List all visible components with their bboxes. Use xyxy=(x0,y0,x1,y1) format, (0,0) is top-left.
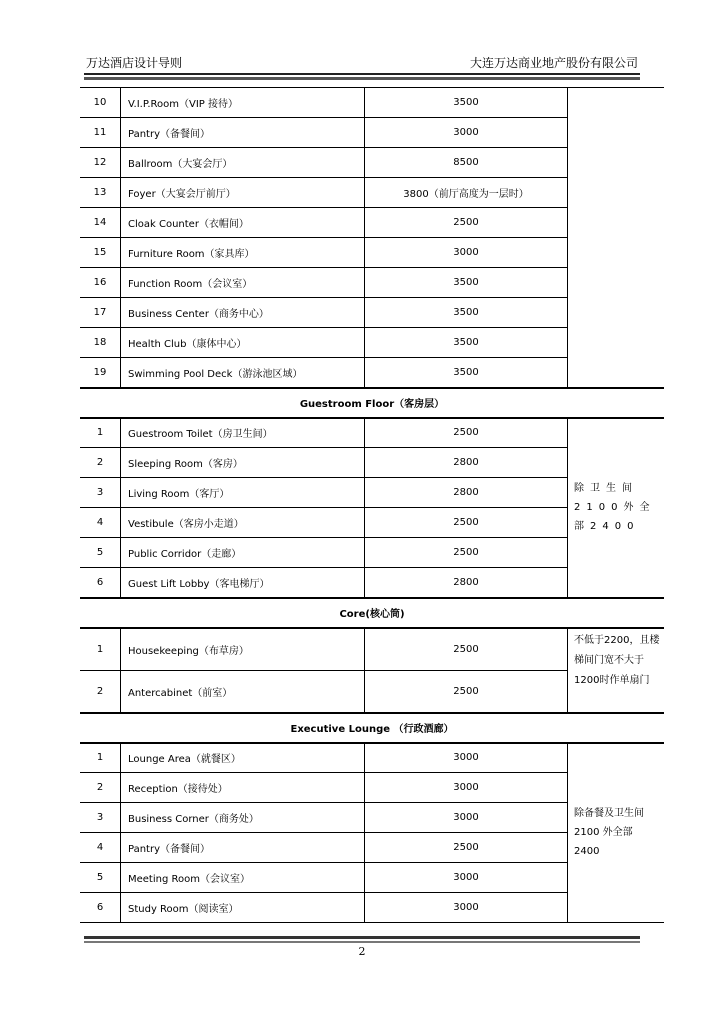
section-header xyxy=(80,388,664,418)
ceiling-height-table xyxy=(80,87,664,923)
height-value: 2800 xyxy=(365,568,568,598)
row-number: 1 xyxy=(80,418,121,448)
room-name: Function Room（会议室） xyxy=(121,268,365,298)
room-name: Furniture Room（家具库） xyxy=(121,238,365,268)
height-value: 2500 xyxy=(365,508,568,538)
row-number: 1 xyxy=(80,628,121,671)
room-name: Business Center（商务中心） xyxy=(121,298,365,328)
row-number: 14 xyxy=(80,208,121,238)
section-header xyxy=(80,598,664,628)
height-value: 3500 xyxy=(365,268,568,298)
room-name: Lounge Area（就餐区） xyxy=(121,743,365,773)
table-row xyxy=(80,418,664,448)
row-number: 16 xyxy=(80,268,121,298)
note-cell xyxy=(568,743,665,923)
room-name: Housekeeping（布草房） xyxy=(121,628,365,671)
height-value: 3000 xyxy=(365,893,568,923)
room-name: Vestibule（客房小走道） xyxy=(121,508,365,538)
row-number: 4 xyxy=(80,833,121,863)
room-name: Study Room（阅读室） xyxy=(121,893,365,923)
section-title-guestroom: Guestroom Floor（客房层） xyxy=(80,388,664,418)
row-number: 19 xyxy=(80,358,121,388)
height-value: 3500 xyxy=(365,298,568,328)
row-number: 10 xyxy=(80,88,121,118)
row-number: 12 xyxy=(80,148,121,178)
room-name: Pantry（备餐间） xyxy=(121,833,365,863)
room-name: Guestroom Toilet（房卫生间） xyxy=(121,418,365,448)
footer-rule-thin xyxy=(84,941,640,943)
note-cell xyxy=(568,628,665,713)
room-name: Health Club（康体中心） xyxy=(121,328,365,358)
row-number: 4 xyxy=(80,508,121,538)
height-value: 3500 xyxy=(365,328,568,358)
height-value: 2800 xyxy=(365,448,568,478)
table-row xyxy=(80,88,664,118)
header-left-title: 万达酒店设计导则 xyxy=(86,56,183,70)
height-value: 2500 xyxy=(365,628,568,671)
row-number: 6 xyxy=(80,893,121,923)
row-number: 2 xyxy=(80,773,121,803)
room-name: Antercabinet（前室） xyxy=(121,670,365,713)
room-name: Ballroom（大宴会厅） xyxy=(121,148,365,178)
room-name: Business Corner（商务处） xyxy=(121,803,365,833)
guestroom-note: 除卫生间2100外全部2400 xyxy=(574,483,656,532)
header-rule-thick xyxy=(84,77,640,80)
room-name: Guest Lift Lobby（客电梯厅） xyxy=(121,568,365,598)
row-number: 1 xyxy=(80,743,121,773)
row-number: 6 xyxy=(80,568,121,598)
row-number: 11 xyxy=(80,118,121,148)
section-header xyxy=(80,713,664,743)
row-number: 18 xyxy=(80,328,121,358)
height-value: 3800（前厅高度为一层时） xyxy=(365,178,568,208)
room-name: Swimming Pool Deck（游泳池区域） xyxy=(121,358,365,388)
room-name: Public Corridor（走廊） xyxy=(121,538,365,568)
height-value: 3000 xyxy=(365,803,568,833)
row-number: 2 xyxy=(80,448,121,478)
row-number: 3 xyxy=(80,803,121,833)
note-cell xyxy=(568,88,665,388)
height-value: 8500 xyxy=(365,148,568,178)
room-name: Foyer（大宴会厅前厅） xyxy=(121,178,365,208)
section-title-core: Core(核心筒) xyxy=(80,598,664,628)
height-value: 2500 xyxy=(365,538,568,568)
height-value: 2500 xyxy=(365,833,568,863)
height-value: 2500 xyxy=(365,418,568,448)
row-number: 2 xyxy=(80,670,121,713)
row-number: 5 xyxy=(80,538,121,568)
height-value: 3000 xyxy=(365,863,568,893)
row-number: 15 xyxy=(80,238,121,268)
row-number: 13 xyxy=(80,178,121,208)
row-number: 3 xyxy=(80,478,121,508)
room-name: V.I.P.Room（VIP 接待） xyxy=(121,88,365,118)
room-name: Meeting Room（会议室） xyxy=(121,863,365,893)
room-name: Cloak Counter（衣帽间） xyxy=(121,208,365,238)
row-number: 5 xyxy=(80,863,121,893)
height-value: 3000 xyxy=(365,238,568,268)
note-cell xyxy=(568,418,665,598)
table-row xyxy=(80,743,664,773)
height-value: 3500 xyxy=(365,88,568,118)
room-name: Living Room（客厅） xyxy=(121,478,365,508)
section-title-executive: Executive Lounge （行政酒廊） xyxy=(80,713,664,743)
height-value: 3000 xyxy=(365,118,568,148)
room-name: Reception（接待处） xyxy=(121,773,365,803)
core-note: 不低于2200，且楼梯间门宽不大于 1200时作单扇门 xyxy=(574,634,660,686)
room-name: Pantry（备餐间） xyxy=(121,118,365,148)
page-number: 2 xyxy=(358,945,366,958)
height-value: 2500 xyxy=(365,208,568,238)
footer-rule xyxy=(84,936,640,939)
room-name: Sleeping Room（客房） xyxy=(121,448,365,478)
height-value: 3500 xyxy=(365,358,568,388)
height-value: 2500 xyxy=(365,670,568,713)
table-row xyxy=(80,628,664,671)
height-value: 3000 xyxy=(365,773,568,803)
header-right-company: 大连万达商业地产股份有限公司 xyxy=(469,56,638,70)
header-rule xyxy=(84,73,640,75)
height-value: 2800 xyxy=(365,478,568,508)
height-value: 3000 xyxy=(365,743,568,773)
row-number: 17 xyxy=(80,298,121,328)
executive-note: 除备餐及卫生间 2100 外全部 2400 xyxy=(574,808,644,858)
